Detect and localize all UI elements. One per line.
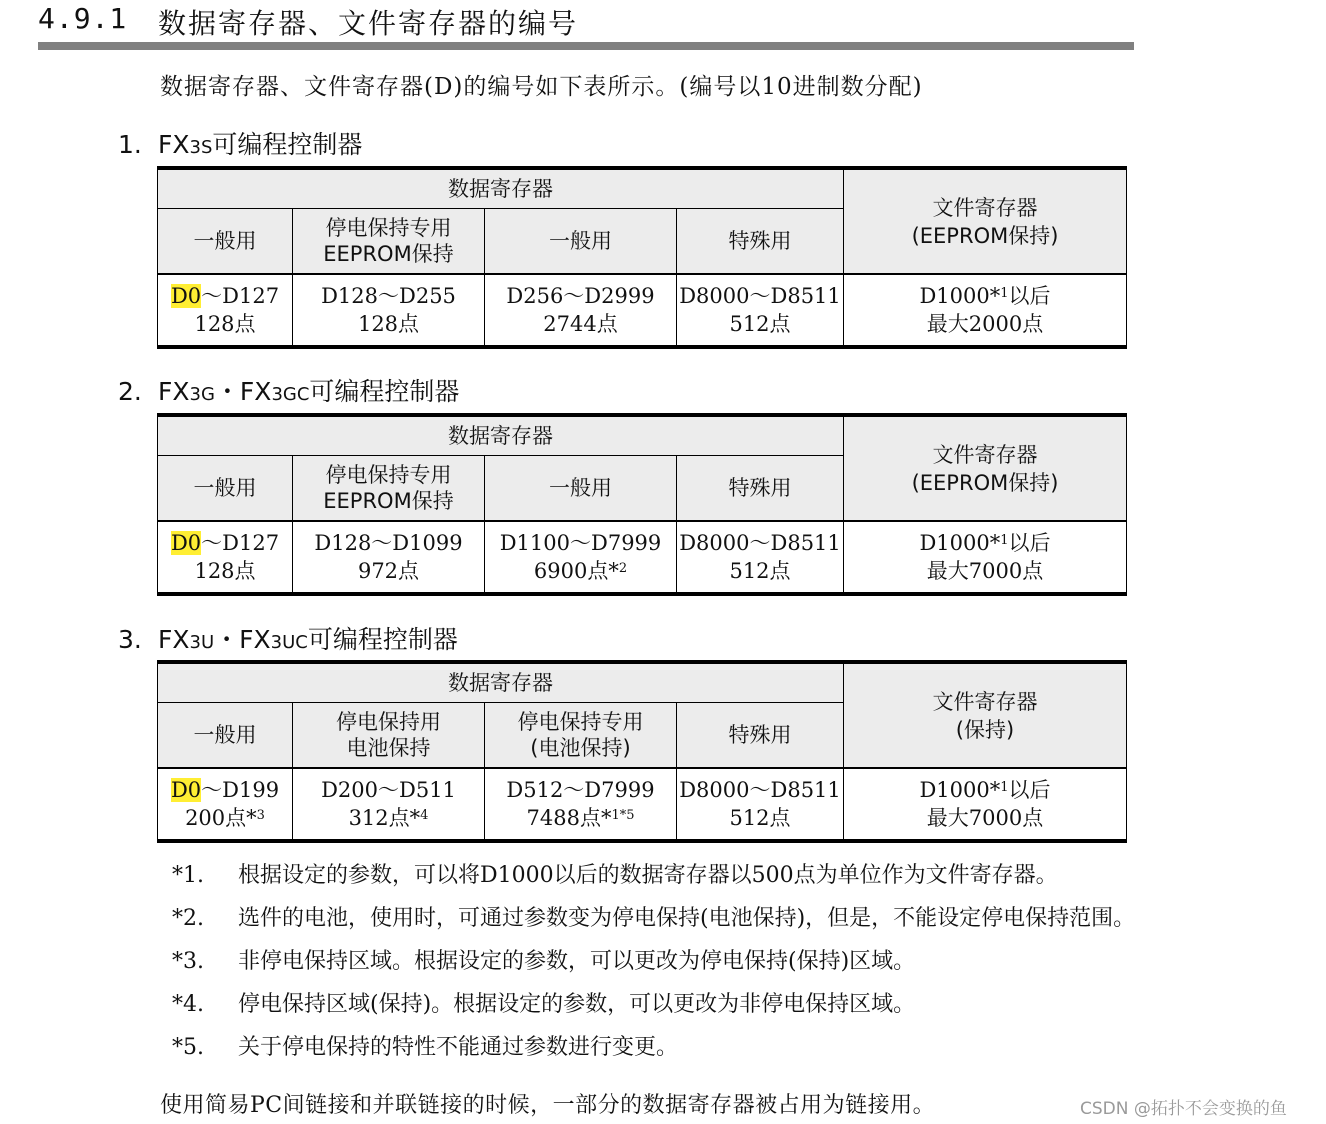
highlighted-text: D0: [170, 284, 202, 308]
footnote-text: 停电保持区域(保持)。根据设定的参数，可以更改为非停电保持区域。: [238, 992, 916, 1017]
data-register-header: 数据寄存器: [158, 662, 844, 703]
col-header: 停电保持专用 EEPROM保持: [293, 456, 485, 522]
range-cell: D0～D127 128点: [158, 274, 293, 347]
file-register-cell: D1000*$^1$以后 最大2000点: [844, 274, 1127, 347]
range-cell: D0～D199 200点*$^3$: [158, 768, 293, 841]
footnote-text: 非停电保持区域。根据设定的参数，可以更改为停电保持(保持)区域。: [238, 949, 916, 974]
footnote: [172, 1028, 1135, 1071]
model-subscript: 3U: [189, 632, 215, 653]
section-underline: [38, 42, 1134, 50]
model-suffix: 可编程控制器: [212, 130, 363, 159]
range-cell: D512～D7999 7488点*$^{1*5}$: [485, 768, 677, 841]
col-header: 一般用: [158, 209, 293, 275]
footnote-key: *2.: [172, 906, 204, 931]
footnote-text: 根据设定的参数，可以将D1000以后的数据寄存器以500点为单位作为文件寄存器。: [238, 863, 1058, 888]
subsection-number: 3.: [118, 625, 142, 654]
register-table: [157, 660, 1127, 843]
model-suffix: 可编程控制器: [307, 625, 458, 654]
model-subscript-2: 3UC: [270, 632, 308, 653]
final-paragraph: 使用简易PC间链接和并联链接的时候，一部分的数据寄存器被占用为链接用。: [160, 1093, 936, 1118]
range-cell: D0～D127 128点: [158, 521, 293, 594]
file-register-header: [844, 662, 1127, 768]
col-header: 特殊用: [677, 703, 844, 769]
footnotes: [172, 856, 1135, 1071]
register-table: [157, 413, 1127, 596]
subsection-title: [118, 125, 362, 161]
data-register-header: 数据寄存器: [158, 168, 844, 209]
model-subscript: 3S: [189, 137, 213, 158]
col-header: 停电保持用 电池保持: [293, 703, 485, 769]
range-cell: D200～D511 312点*$^4$: [293, 768, 485, 841]
file-register-header: [844, 168, 1127, 274]
range-cell: D8000～D8511 512点: [677, 768, 844, 841]
range-cell: D1100～D7999 6900点*$^2$: [485, 521, 677, 594]
model-subscript: 3G: [189, 384, 215, 405]
col-header: 一般用: [485, 209, 677, 275]
file-register-sub: (保持): [955, 717, 1015, 742]
subsection-number: 1.: [118, 130, 142, 159]
footnote-text: 关于停电保持的特性不能通过参数进行变更。: [238, 1035, 679, 1060]
footnote: [172, 856, 1135, 899]
col-header: 特殊用: [677, 456, 844, 522]
footnote-key: *4.: [172, 992, 204, 1017]
col-header: 一般用: [485, 456, 677, 522]
file-register-title: 文件寄存器: [932, 689, 1038, 714]
model-subscript-2: 3GC: [271, 384, 310, 405]
section-number: 4.9.1: [38, 2, 128, 35]
footnote: [172, 985, 1135, 1028]
highlighted-text: D0: [170, 778, 202, 802]
footnote-key: *3.: [172, 949, 204, 974]
register-table: [157, 166, 1127, 349]
range-cell: D128～D255 128点: [293, 274, 485, 347]
section-heading: [38, 0, 1134, 50]
footnote: [172, 899, 1135, 942]
range-cell: D128～D1099 972点: [293, 521, 485, 594]
col-header: 一般用: [158, 703, 293, 769]
watermark: CSDN @拓扑不会变换的鱼: [1080, 1099, 1287, 1119]
file-register-sub: (EEPROM保持): [911, 470, 1059, 495]
col-header: 特殊用: [677, 209, 844, 275]
file-register-title: 文件寄存器: [932, 195, 1038, 220]
highlighted-text: D0: [170, 531, 202, 555]
subsection-title: [118, 372, 459, 408]
data-register-header: 数据寄存器: [158, 415, 844, 456]
section-title: 数据寄存器、文件寄存器的编号: [158, 7, 579, 40]
model-separator: ・FX: [214, 377, 272, 406]
footnote-text: 选件的电池，使用时，可通过参数变为停电保持(电池保持)，但是，不能设定停电保持范围。: [238, 906, 1136, 931]
range-cell: D8000～D8511 512点: [677, 274, 844, 347]
intro-text: 数据寄存器、文件寄存器(D)的编号如下表所示。(编号以10进制数分配): [160, 74, 923, 100]
model-prefix: FX: [158, 625, 190, 654]
range-cell: D256～D2999 2744点: [485, 274, 677, 347]
file-register-cell: D1000*$^1$以后 最大7000点: [844, 768, 1127, 841]
footnote-key: *1.: [172, 863, 204, 888]
subsection-number: 2.: [118, 377, 142, 406]
footnote-key: *5.: [172, 1035, 204, 1060]
file-register-sub: (EEPROM保持): [911, 223, 1059, 248]
file-register-header: [844, 415, 1127, 521]
file-register-cell: D1000*$^1$以后 最大7000点: [844, 521, 1127, 594]
model-prefix: FX: [158, 130, 190, 159]
footnote: [172, 942, 1135, 985]
col-header: 停电保持专用 (电池保持): [485, 703, 677, 769]
subsection-title: [118, 620, 458, 656]
model-prefix: FX: [158, 377, 190, 406]
model-separator: ・FX: [214, 625, 271, 654]
col-header: 停电保持专用 EEPROM保持: [293, 209, 485, 275]
range-cell: D8000～D8511 512点: [677, 521, 844, 594]
model-suffix: 可编程控制器: [309, 377, 460, 406]
col-header: 一般用: [158, 456, 293, 522]
file-register-title: 文件寄存器: [932, 442, 1038, 467]
